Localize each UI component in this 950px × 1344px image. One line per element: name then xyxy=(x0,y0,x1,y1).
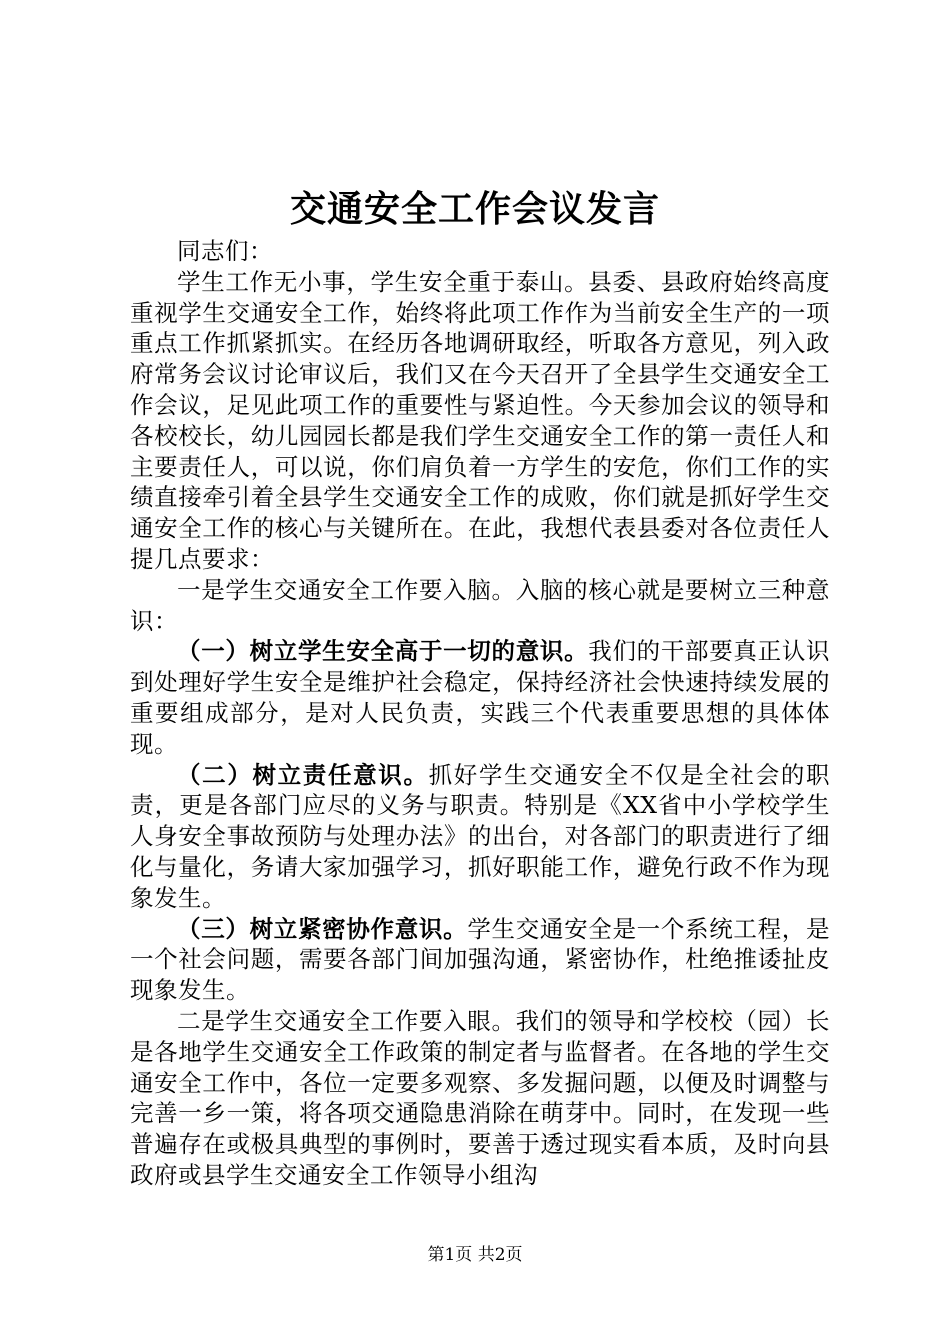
sub-point-2 xyxy=(130,760,830,914)
sub-point-2-text: 抓好学生交通安全不仅是全社会的职责，更是各部门应尽的义务与职责。特别是《XX省中小学校学生人身安全事故预防与处理办法》的出台，对各部门的职责进行了细化与量化，务请大家加强学习，抓好职能工作，避免行政不作为现象发生。 xyxy=(130,760,831,912)
document-body xyxy=(130,236,830,1191)
salutation: 同志们： xyxy=(177,237,273,265)
sub-point-1 xyxy=(130,636,830,759)
sub-point-1-heading: （一）树立学生安全高于一切的意识。 xyxy=(177,637,589,666)
page-title: 交通安全工作会议发言 xyxy=(289,188,660,230)
sub-point-2-heading: （二）树立责任意识。 xyxy=(177,760,429,789)
sub-point-1-text: 我们的干部要真正认识到处理好学生安全是维护社会稳定，保持经济社会快速持续发展的重要组成部分，是对人民负责，实践三个代表重要思想的具体体现。 xyxy=(130,637,831,758)
page-footer: 第1页 共2页 xyxy=(427,1245,523,1265)
sub-point-3-heading: （三）树立紧密协作意识。 xyxy=(177,914,468,943)
sub-point-3-text: 学生交通安全是一个系统工程，是一个社会问题，需要各部门间加强沟通，紧密协作，杜绝推诿扯皮现象发生。 xyxy=(130,914,831,1005)
paragraph-point-two: 二是学生交通安全工作要入眼。我们的领导和学校校（园）长是各地学生交通安全工作政策的制定者与监督者。在各地的学生交通安全工作中，各位一定要多观察、多发掘问题，以便及时调整与完善一乡一策，将各项交通隐患消除在萌芽中。同时，在发现一些普遍存在或极具典型的事例时，要善于透过现实看本质，及时向县政府或县学生交通安全工作领导小组沟 xyxy=(130,1006,830,1189)
paragraph-intro: 学生工作无小事，学生安全重于泰山。县委、县政府始终高度重视学生交通安全工作，始终将此项工作作为当前安全生产的一项重点工作抓紧抓实。在经历各地调研取经，听取各方意见，列入政府常务会议讨论审议后，我们又在今天召开了全县学生交通安全工作会议，足见此项工作的重要性与紧迫性。今天参加会议的领导和各校校长，幼儿园园长都是我们学生交通安全工作的第一责任人和主要责任人，可以说，你们肩负着一方学生的安危，你们工作的实绩直接牵引着全县学生交通安全工作的成败，你们就是抓好学生交通安全工作的核心与关键所在。在此，我想代表县委对各位责任人提几点要求： xyxy=(130,267,830,573)
sub-point-3 xyxy=(130,914,830,1006)
paragraph-point-one: 一是学生交通安全工作要入脑。入脑的核心就是要树立三种意识： xyxy=(130,575,830,635)
